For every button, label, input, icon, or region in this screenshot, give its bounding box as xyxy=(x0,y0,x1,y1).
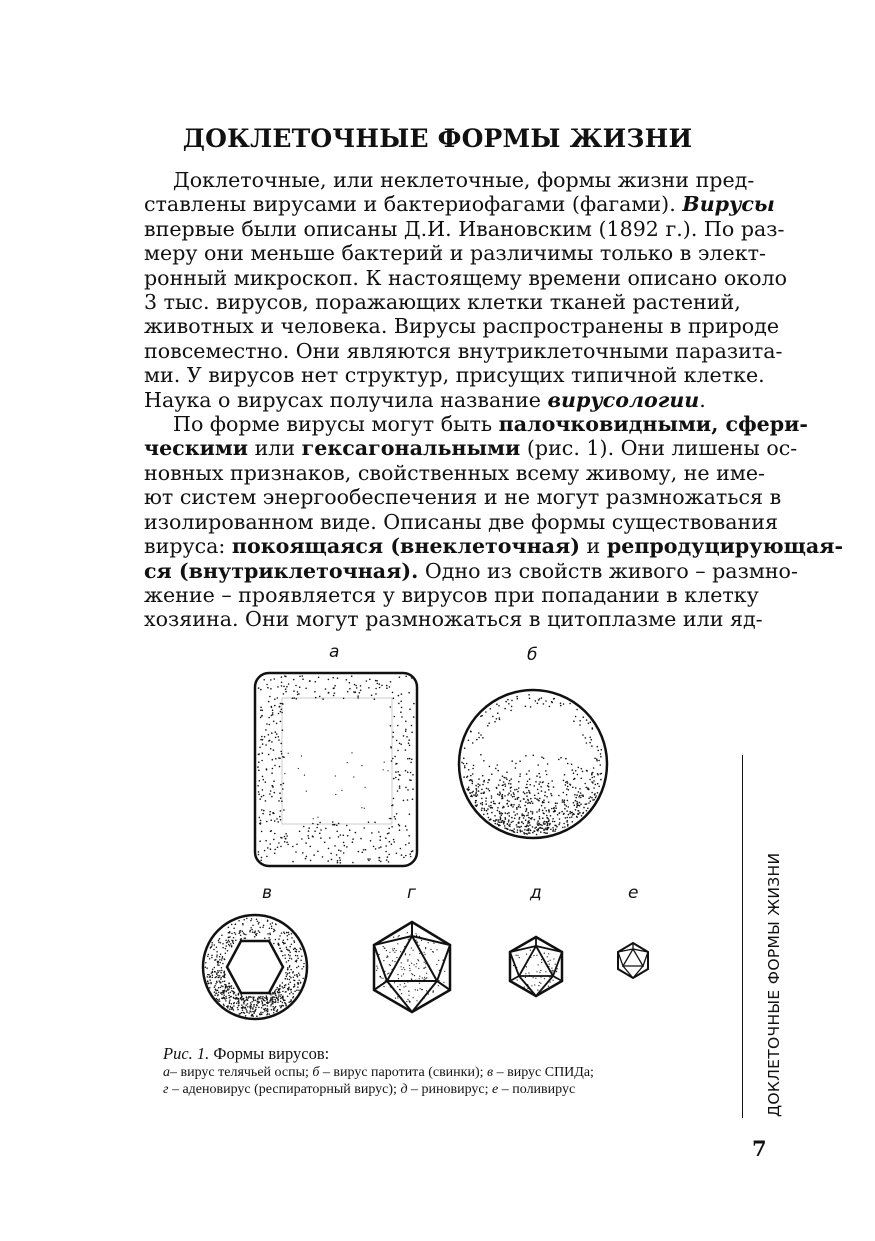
text-line: ронный микроскоп. К настоящему времени описано около xyxy=(144,265,787,290)
text-line: хозяина. Они могут размножаться в цитоплазме или яд- xyxy=(144,607,763,632)
term-viruses: Вирусы xyxy=(682,192,775,217)
virus-adenovirus-drawing xyxy=(374,922,450,1012)
text-line: повсеместно. Они являются внутриклеточными паразита- xyxy=(144,338,783,363)
virus-mumps-drawing xyxy=(459,690,607,838)
text-line: По форме вирусы могут быть палочковидными, сфери- xyxy=(173,412,808,437)
virus-poliovirus-drawing xyxy=(618,943,648,978)
text-line: ставлены вирусами и бактериофагами (фагами). Вирусы xyxy=(144,192,775,217)
running-header: ДОКЛЕТОЧНЫЕ ФОРМЫ ЖИЗНИ xyxy=(765,852,783,1117)
text-line: Доклеточные, или неклеточные, формы жизни пред- xyxy=(173,168,755,192)
figure-label-d: д xyxy=(530,883,542,903)
figure-label-e: е xyxy=(628,883,639,903)
caption-line-1: а– вирус телячьей оспы; б – вирус паротита (свинки); в – вирус СПИДа; xyxy=(163,1065,594,1080)
virus-rhinovirus-drawing xyxy=(510,937,562,996)
virus-hiv-drawing xyxy=(203,915,307,1019)
caption-title: Рис. 1. Формы вирусов: xyxy=(163,1044,330,1063)
term-shapes: палочковидными, сфери- xyxy=(498,412,808,437)
text-line: меру они меньше бактерий и различимы только в элект- xyxy=(144,241,766,266)
text-line: Наука о вирусах получила название вирусологии. xyxy=(144,387,706,412)
text-line: ми. У вирусов нет структур, присущих типичной клетке. xyxy=(144,363,765,388)
virus-shapes-figure xyxy=(150,640,730,1040)
text-line: ют систем энергообеспечения и не могут размножаться в xyxy=(144,485,782,510)
page-number: 7 xyxy=(752,1136,767,1161)
caption-line-2: г – аденовирус (респираторный вирус); д – риновирус; е – поливирус xyxy=(163,1082,576,1097)
figure-label-v: в xyxy=(262,883,273,903)
text-line: новных признаков, свойственных всему живому, не име- xyxy=(144,460,766,485)
figure-drawings xyxy=(150,640,730,1040)
text-line: 3 тыс. вирусов, поражающих клетки тканей растений, xyxy=(144,290,741,315)
text-line: вируса: покоящаяся (внеклеточная) и репродуцирующая- xyxy=(144,534,844,559)
body-text xyxy=(144,168,844,632)
figure-label-b: б xyxy=(527,645,538,665)
text-line: впервые были описаны Д.И. Ивановским (1892 г.). По раз- xyxy=(144,216,785,241)
figure-caption xyxy=(163,1044,723,1098)
text-line: изолированном виде. Описаны две формы существования xyxy=(144,509,779,534)
figure-label-g: г xyxy=(407,883,416,903)
virus-vaccinia-drawing xyxy=(255,673,417,866)
figure-label-a: а xyxy=(329,642,340,662)
text-line: животных и человека. Вирусы распространены в природе xyxy=(144,314,780,339)
side-rule xyxy=(742,755,743,1118)
term-virology: вирусологии xyxy=(547,387,700,412)
text-line: ческими или гексагональными (рис. 1). Они лишены ос- xyxy=(144,436,798,461)
page-title: ДОКЛЕТОЧНЫЕ ФОРМЫ ЖИЗНИ xyxy=(182,124,693,153)
text-line: ся (внутриклеточная). Одно из свойств живого – размно- xyxy=(144,558,798,583)
text-line: жение – проявляется у вирусов при попадании в клетку xyxy=(144,582,759,607)
